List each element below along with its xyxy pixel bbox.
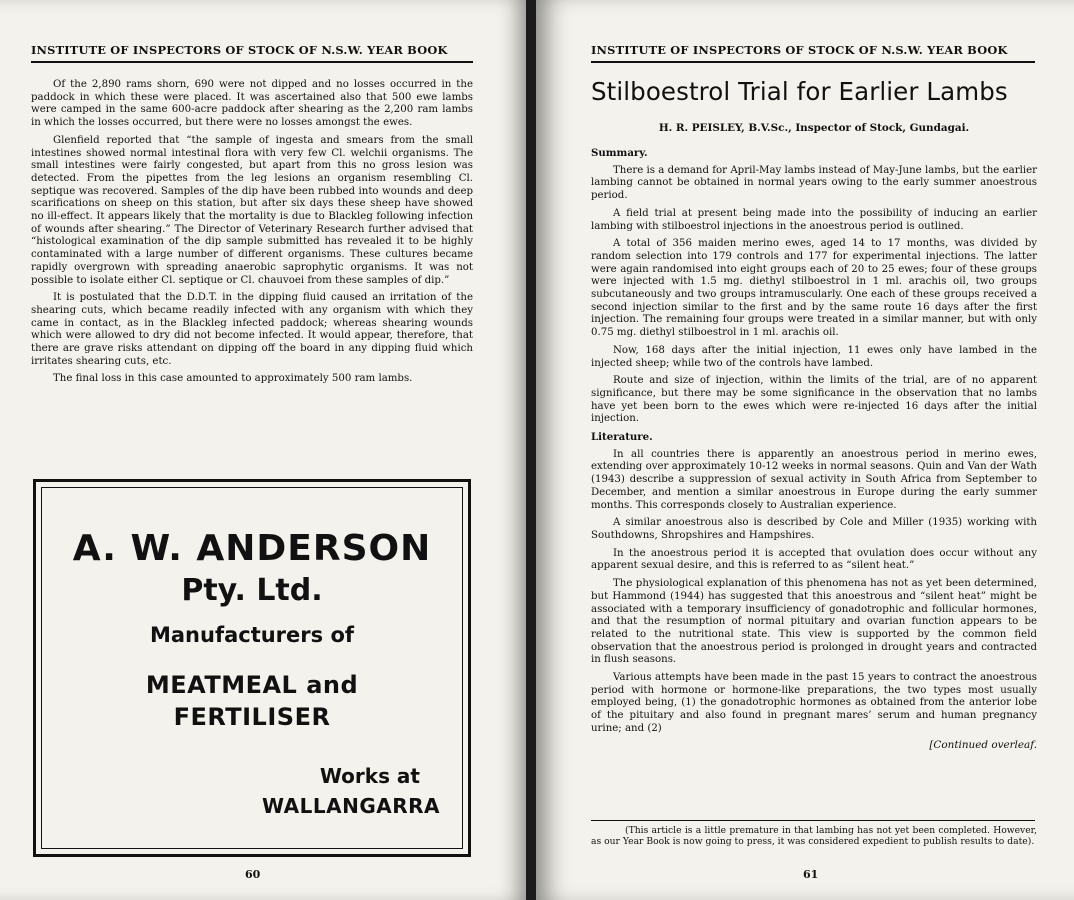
left-body-text [31, 79, 473, 391]
page-number: 61 [803, 868, 819, 881]
paragraph: Route and size of injection, within the limits of the trial, are of no apparent significance, but there may be some significance in the observation that no lambs have yet been born to the ewes which were re-injected 16 days after the initial injection. [591, 375, 1037, 425]
paragraph: Of the 2,890 rams shorn, 690 were not dipped and no losses occurred in the paddock in which these were placed. It was ascertained also that 500 ewe lambs were camped in the same 600-acre paddock after shearing as the 2,200 ram lambs in which the losses occurred, but there were no losses amongst the ewes. [31, 79, 473, 129]
paragraph: There is a demand for April-May lambs instead of May-June lambs, but the earlier lambing cannot be obtained in normal years owing to the early summer anoestrous period. [591, 164, 1037, 202]
ad-company-suffix: Pty. Ltd. [181, 573, 323, 608]
ad-location: WALLANGARRA [261, 794, 440, 818]
paragraph: The final loss in this case amounted to approximately 500 ram lambs. [53, 373, 413, 385]
right-body-text [591, 147, 1037, 751]
paragraph: In the anoestrous period it is accepted that ovulation does occur without any apparent sexual desire, and this is referred to as “silent heat.” [591, 547, 1037, 572]
footnote: (This article is a little premature in that lambing has not yet been completed. However, as our Year Book is now going to press, it was considered expedient to publish results to date). [591, 825, 1037, 847]
article-author: H. R. PEISLEY, B.V.Sc., Inspector of Stock, Gundagai. [658, 122, 970, 134]
ad-works-at: Works at [319, 764, 420, 788]
paragraph: It is postulated that the D.D.T. in the dipping fluid caused an irritation of the shearing cuts, which became readily infected with any organism with which they came in contact, as in the Blackleg infected paddock; whereas shearing wounds which were allowed to dry did not become infected. It would appear, therefore, that there are grave risks attendant on dipping off the board in any dipping fluid which irritates shearing cuts, etc. [31, 292, 473, 367]
footnote-rule [591, 820, 1035, 821]
ad-product-1: MEATMEAL and [145, 671, 359, 699]
article-title: Stilboestrol Trial for Earlier Lambs [591, 77, 1008, 106]
ad-product-2: FERTILISER [173, 703, 331, 731]
paragraph: A similar anoestrous also is described by Cole and Miller (1935) working with Southdowns, Shropshires and Hampshires. [591, 517, 1037, 541]
left-page [0, 0, 528, 900]
header-rule [591, 61, 1035, 63]
paragraph: Various attempts have been made in the past 15 years to contract the anoestrous period with hormone or hormone-like preparations, the two types most usually employed being, (1) the gonadotrophic hormones as obtained from the anterior lobe of the pituitary and also found in pregnant mares’ serum and human pregnancy urine; and (2) [591, 672, 1037, 734]
running-header: INSTITUTE OF INSPECTORS OF STOCK OF N.S.W. YEAR BOOK [591, 43, 1008, 57]
paragraph: Glenfield reported that “the sample of ingesta and smears from the small intestines showed normal intestinal flora with very few Cl. welchii organisms. The small intestines were fairly congested, but apart from this no gross lesion was detected. From the pipettes from the leg lesions an organism resembling Cl. septique was recovered. Samples of the dip have been rubbed into wounds and deep scarifications on sheep on this station, but after six days these sheep have showed no ill-effect. It appears likely that the mortality is due to Blackleg following infection of wounds after shearing.” The Director of Veterinary Research further advised that “histological examination of the dip sample submitted has revealed it to be highly contaminated with a large number of different organisms. These cultures became rapidly overgrown with spreading anaerobic saprophytic organisms. It was not possible to isolate either Cl. septique or Cl. chauvoei from these samples of dip.” [31, 134, 473, 286]
running-header: INSTITUTE OF INSPECTORS OF STOCK OF N.S.W. YEAR BOOK [31, 43, 448, 57]
continued-note: [Continued overleaf. [929, 738, 1037, 751]
ad-manufacturers: Manufacturers of [149, 623, 355, 647]
section-heading-literature: Literature. [591, 431, 653, 444]
ad-company-name: A. W. ANDERSON [72, 528, 432, 569]
paragraph: A field trial at present being made into the possibility of inducing an earlier lambing with stilboestrol injections in the anoestrous period is outlined. [591, 207, 1037, 232]
header-rule [31, 61, 473, 63]
page-number: 60 [245, 868, 261, 881]
ad-inner-border [41, 487, 463, 849]
paragraph: Now, 168 days after the initial injection, 11 ewes only have lambed in the injected sheep; while two of the controls have lambed. [591, 344, 1037, 369]
paragraph: A total of 356 maiden merino ewes, aged 14 to 17 months, was divided by random selection into 179 controls and 177 for experimental injections. The latter were again randomised into eight groups each of 20 to 25 ewes; four of these groups were injected with 1.5 mg. diethyl stilboestrol in 1 ml. arachis oil, two groups subcutaneously and two groups intramuscularly. One each of these groups received a second injection similar to the first and by the same route 16 days after the first injection. The remaining four groups were treated in a similar manner, but with only 0.75 mg. diethyl stilboestrol in 1 ml. arachis oil. [591, 238, 1037, 339]
paragraph: The physiological explanation of this phenomena has not as yet been determined, but Hammond (1944) has suggested that this anoestrous and “silent heat” might be associated with a temporary insufficiency of gonadotrophic and follicular hormones, and that the resumption of normal pituitary and ovarian function appears to be related to the nutritional state. This view is supported by the common field observation that the anoestrous period is prolonged in drought years and contracted in flush seasons. [591, 578, 1037, 666]
paragraph: In all countries there is apparently an anoestrous period in merino ewes, extending over approximately 10-12 weeks in normal seasons. Quin and Van der Wath (1943) describe a suppression of sexual activity in South Africa from September to December, and mention a similar anoestrous in Europe during the early summer months. This corresponds closely to Australian experience. [591, 448, 1037, 511]
section-heading-summary: Summary. [591, 147, 648, 159]
advertisement [33, 479, 471, 857]
right-page [536, 0, 1074, 900]
